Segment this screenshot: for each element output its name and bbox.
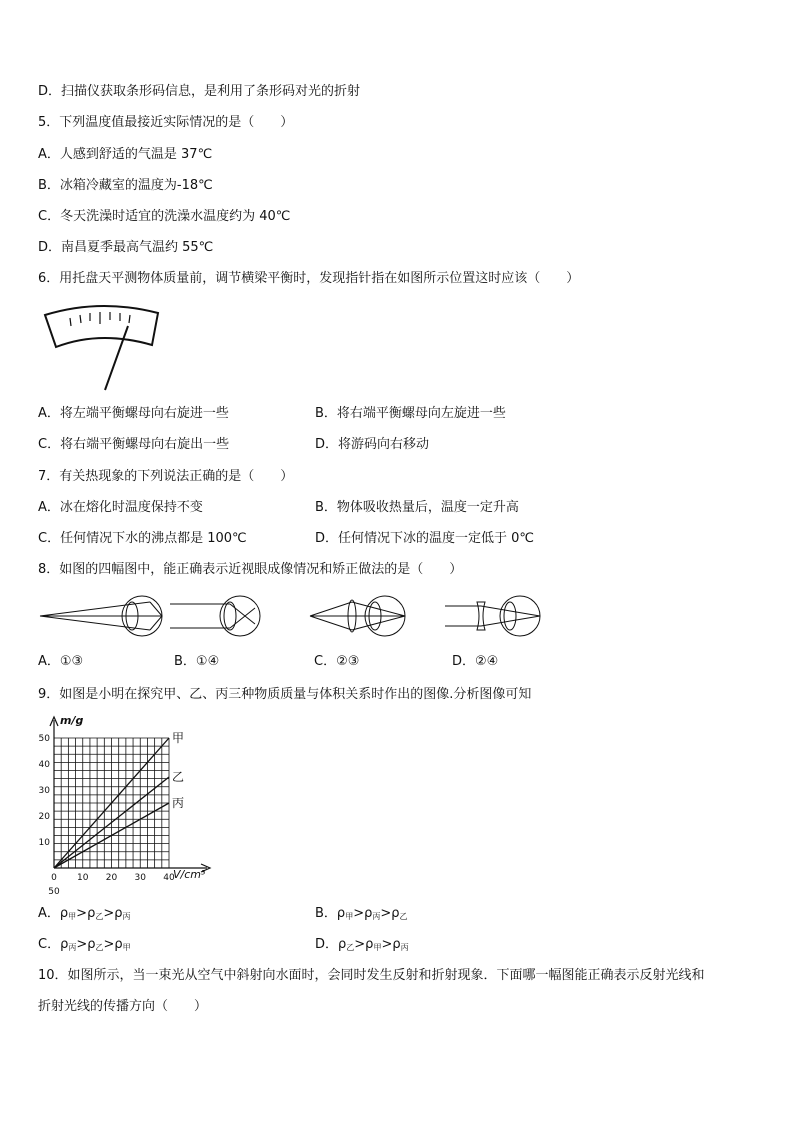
q9-option-c [38, 936, 131, 957]
q7-option-b: B．物体吸收热量后，温度一定升高 [315, 500, 519, 515]
sub-3: 丙 [122, 912, 131, 921]
sub-1: 丙 [68, 943, 77, 952]
eye-diagram-4 [445, 596, 540, 636]
rho-3: >ρ [381, 937, 401, 952]
x-tick-label: 40 [163, 873, 175, 883]
q8-option-d: D．②④ [452, 654, 499, 669]
sub-2: 乙 [95, 912, 104, 921]
sub-3: 丙 [400, 943, 409, 952]
q5-stem: 5．下列温度值最接近实际情况的是（ ） [38, 115, 294, 130]
rho-3: >ρ [380, 906, 400, 921]
y-axis-title: m/g [60, 714, 84, 727]
y-tick-label: 40 [38, 760, 50, 770]
q9-stem: 9．如图是小明在探究甲、乙、丙三种物质质量与体积关系时作出的图像.分析图像可知 [38, 687, 532, 702]
mass-volume-chart [30, 712, 220, 902]
sub-3: 甲 [122, 943, 131, 952]
y-tick-label: 30 [38, 786, 50, 796]
x-tick-label: 10 [77, 873, 89, 883]
sub-1: 甲 [68, 912, 77, 921]
q9-option-b-letter: B． [315, 906, 337, 921]
q8-option-c: C．②③ [314, 654, 360, 669]
q7-option-d: D．任何情况下冰的温度一定低于 0℃ [315, 531, 535, 546]
balance-scale-figure [40, 300, 170, 395]
series-label-3: 丙 [172, 796, 185, 810]
q10-line1: 10．如图所示，当一束光从空气中斜射向水面时，会同时发生反射和折射现象．下面哪一幅图能正确表示反射光线和 [38, 968, 705, 983]
x-axis-title: V/cm³ [173, 868, 206, 881]
q6-option-a: A．将左端平衡螺母向右旋进一些 [38, 406, 229, 421]
rho-2: >ρ [354, 937, 374, 952]
eye-diagrams [40, 592, 560, 642]
q7-option-c: C．任何情况下水的沸点都是 100℃ [38, 531, 247, 546]
series-label-1: 甲 [172, 731, 185, 745]
rho-1: ρ [59, 906, 69, 921]
q5-option-b: B．冰箱冷藏室的温度为-18℃ [38, 178, 213, 193]
y-tick-label: 20 [38, 812, 50, 822]
y-tick-label: 10 [38, 838, 50, 848]
sub-1: 甲 [345, 912, 354, 921]
rho-3: >ρ [103, 906, 123, 921]
eye-diagram-3 [310, 596, 405, 636]
extra-origin-label: 50 [48, 887, 60, 897]
q5-option-c: C．冬天洗澡时适宜的洗澡水温度约为 40℃ [38, 209, 291, 224]
rho-2: >ρ [353, 906, 373, 921]
q6-option-b: B．将右端平衡螺母向左旋进一些 [315, 406, 506, 421]
q9-option-d-letter: D． [315, 937, 339, 952]
eye-diagram-1 [40, 596, 162, 636]
x-tick-label: 30 [134, 873, 146, 883]
rho-1: ρ [60, 937, 69, 952]
q10-line2: 折射光线的传播方向（ ） [38, 999, 208, 1014]
q8-option-a: A．①③ [38, 654, 84, 669]
q8-option-b: B．①④ [174, 654, 220, 669]
sub-2: 丙 [372, 912, 381, 921]
series-label-2: 乙 [172, 770, 185, 784]
rho-1: ρ [338, 937, 347, 952]
q9-option-d [315, 936, 409, 957]
q7-option-a: A．冰在熔化时温度保持不变 [38, 500, 203, 515]
q6-stem: 6．用托盘天平测物体质量前，调节横梁平衡时，发现指针指在如图所示位置这时应该（ ） [38, 271, 580, 286]
rho-3: >ρ [103, 937, 123, 952]
rho-1: ρ [336, 906, 346, 921]
x-tick-label: 20 [105, 873, 118, 883]
q8-stem: 8．如图的四幅图中，能正确表示近视眼成像情况和矫正做法的是（ ） [38, 562, 463, 577]
sub-1: 乙 [346, 943, 355, 952]
q9-option-a [38, 905, 130, 926]
x-tick-label: 0 [51, 873, 57, 883]
q5-option-a: A．人感到舒适的气温是 37℃ [38, 147, 213, 162]
sub-2: 乙 [95, 943, 104, 952]
sub-2: 甲 [373, 943, 382, 952]
q5-option-d: D．南昌夏季最高气温约 55℃ [38, 240, 214, 255]
q4-option-d: D．扫描仪获取条形码信息，是利用了条形码对光的折射 [38, 84, 361, 99]
q7-stem: 7．有关热现象的下列说法正确的是（ ） [38, 469, 294, 484]
eye-diagram-2 [170, 596, 260, 636]
rho-2: >ρ [76, 906, 96, 921]
q9-option-a-letter: A． [38, 906, 60, 921]
y-tick-label: 50 [38, 734, 50, 744]
rho-2: >ρ [76, 937, 96, 952]
q6-option-d: D．将游码向右移动 [315, 437, 430, 452]
q9-option-b [315, 905, 408, 926]
sub-3: 乙 [399, 912, 408, 921]
q6-option-c: C．将右端平衡螺母向右旋出一些 [38, 437, 230, 452]
q9-option-c-letter: C． [38, 937, 61, 952]
